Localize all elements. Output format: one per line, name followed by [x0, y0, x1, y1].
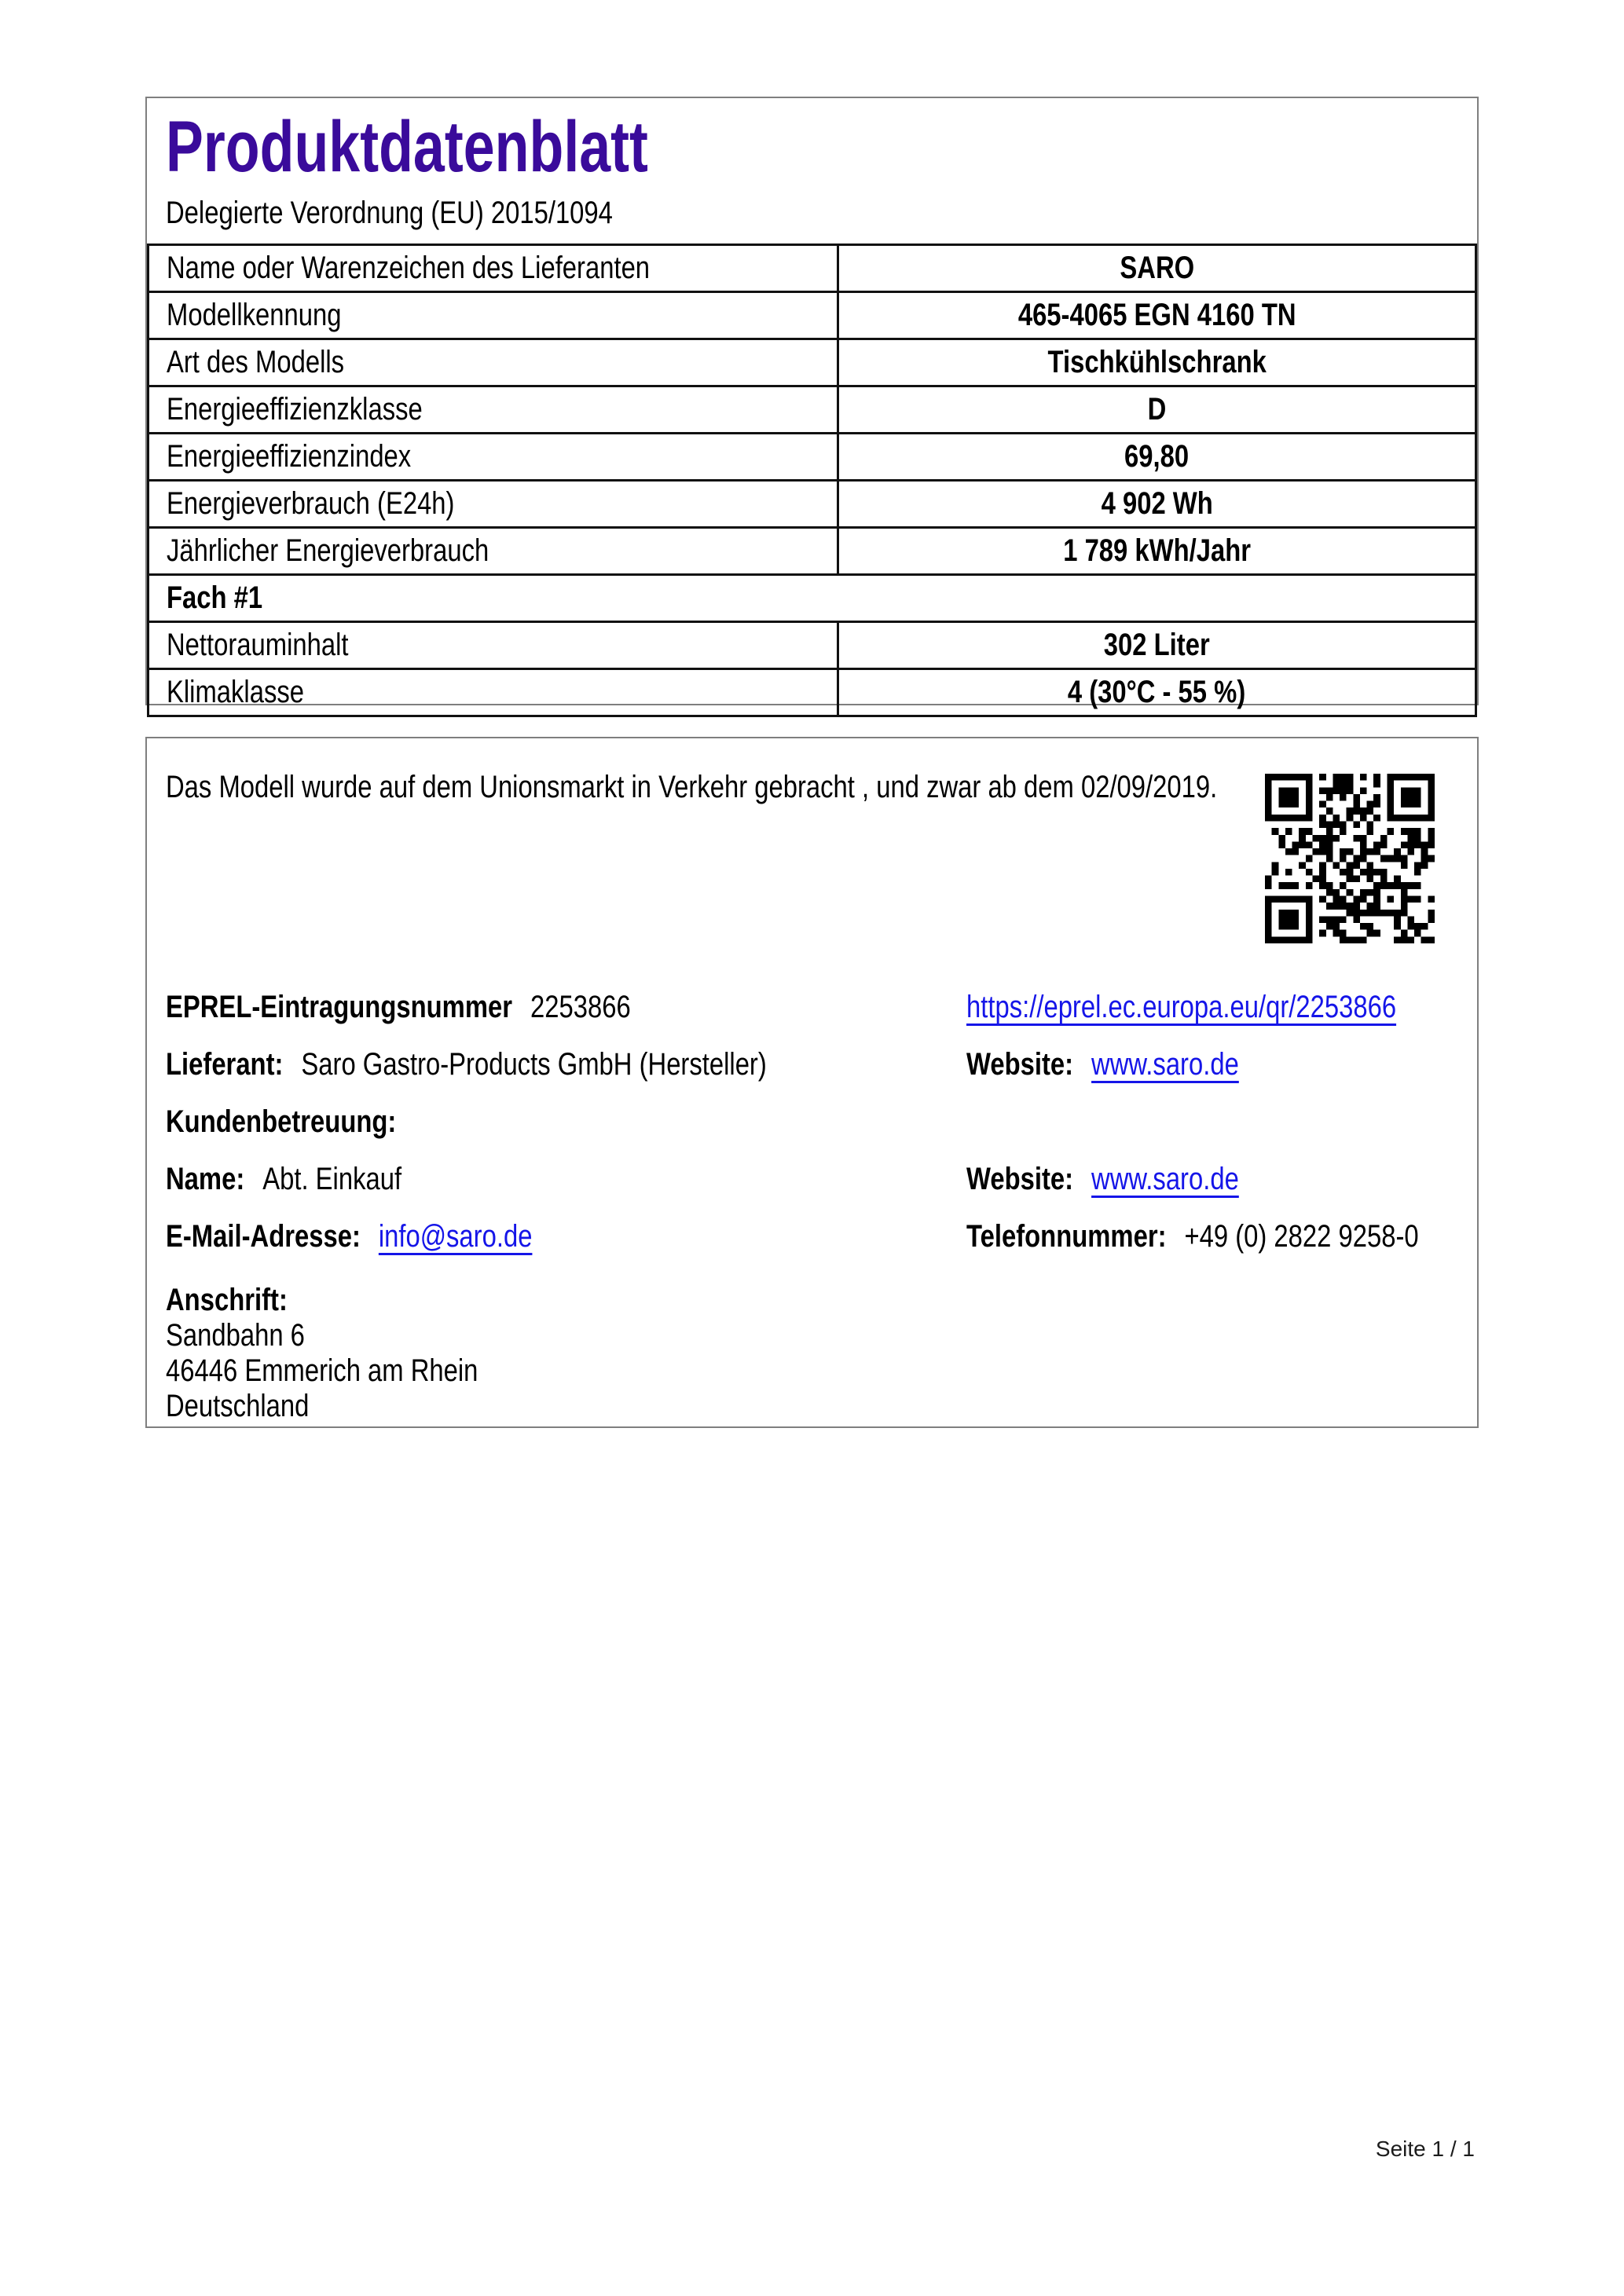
spec-label-cell — [148, 292, 838, 339]
section-header-cell — [148, 575, 1476, 622]
page-title: Produktdatenblatt — [166, 107, 648, 187]
website-link[interactable]: www.saro.de — [1091, 1047, 1239, 1082]
spec-label: Modellkennung — [167, 298, 342, 332]
address-line — [166, 1353, 1458, 1389]
spec-value: SARO — [1119, 251, 1194, 285]
address-city: 46446 Emmerich am Rhein — [166, 1353, 478, 1388]
customer-service-label: Kundenbetreuung: — [166, 1104, 397, 1139]
spec-label-cell — [148, 434, 838, 481]
contact-name-label: Name: — [166, 1162, 245, 1196]
eprel-value: 2253866 — [530, 990, 631, 1024]
address-label: Anschrift: — [166, 1283, 288, 1317]
spec-label-cell — [148, 622, 838, 669]
eprel-right-cell — [966, 988, 1490, 1026]
phone-right-cell — [966, 1218, 1518, 1255]
spec-label-cell — [148, 481, 838, 528]
spec-value-cell — [838, 434, 1476, 481]
website-link[interactable]: www.saro.de — [1091, 1162, 1239, 1196]
spec-label: Name oder Warenzeichen des Lieferanten — [167, 251, 651, 285]
spec-label-cell — [148, 669, 838, 716]
page-number: Seite 1 / 1 — [1375, 2137, 1475, 2161]
registration-section — [145, 737, 1479, 1428]
address-label-cell — [166, 1281, 288, 1319]
contact-name-value: Abt. Einkauf — [262, 1162, 402, 1196]
email-link[interactable]: info@saro.de — [378, 1219, 533, 1254]
supplier-right-cell — [966, 1045, 1299, 1083]
spec-value-cell — [838, 245, 1476, 292]
address-country: Deutschland — [166, 1389, 310, 1423]
spec-label-cell — [148, 339, 838, 386]
email-label: E-Mail-Adresse: — [166, 1219, 361, 1254]
market-statement-text: Das Modell wurde auf dem Unionsmarkt in Verkehr gebracht , und zwar ab dem 02/09/2019. — [166, 770, 1218, 804]
table-row — [148, 339, 1476, 386]
spec-value-cell — [838, 622, 1476, 669]
website-label: Website: — [966, 1162, 1074, 1196]
spec-label: Nettorauminhalt — [167, 628, 349, 662]
spec-value: 1 789 kWh/Jahr — [1062, 533, 1251, 568]
spec-value-cell — [838, 669, 1476, 716]
spec-label: Energieeffizienzklasse — [167, 392, 423, 427]
spec-value-cell — [838, 386, 1476, 434]
customer-service-label-cell — [166, 1103, 396, 1141]
supplier-value: Saro Gastro-Products GmbH (Hersteller) — [301, 1047, 767, 1082]
email-left-cell — [166, 1218, 532, 1255]
spec-value-cell — [838, 339, 1476, 386]
spec-value: 465-4065 EGN 4160 TN — [1017, 298, 1296, 332]
table-row — [148, 386, 1476, 434]
table-row — [148, 669, 1476, 716]
spec-label: Klimaklasse — [167, 675, 304, 709]
eprel-label: EPREL-Eintragungsnummer — [166, 990, 513, 1024]
address-street: Sandbahn 6 — [166, 1318, 305, 1353]
section-header-label: Fach #1 — [167, 580, 263, 615]
eprel-link[interactable]: https://eprel.ec.europa.eu/qr/2253866 — [966, 990, 1397, 1024]
supplier-label: Lieferant: — [166, 1047, 284, 1082]
table-section-row — [148, 575, 1476, 622]
spec-value: Tischkühlschrank — [1047, 345, 1267, 379]
email-row — [166, 1218, 1458, 1255]
contact-name-right-cell — [966, 1160, 1299, 1198]
spec-label-cell — [148, 528, 838, 575]
phone-label: Telefonnummer: — [966, 1219, 1167, 1254]
table-row — [148, 245, 1476, 292]
spec-value-cell — [838, 481, 1476, 528]
website-label: Website: — [966, 1047, 1074, 1082]
spec-label-cell — [148, 386, 838, 434]
spec-value: 69,80 — [1124, 439, 1190, 474]
spec-label-cell — [148, 245, 838, 292]
spec-value-cell — [838, 292, 1476, 339]
spec-value-cell — [838, 528, 1476, 575]
address-header-row — [166, 1281, 1458, 1319]
contact-name-row — [166, 1160, 1458, 1198]
table-row — [148, 292, 1476, 339]
spec-label: Jährlicher Energieverbrauch — [167, 533, 489, 568]
eprel-left-cell — [166, 988, 631, 1026]
table-row — [148, 434, 1476, 481]
spec-label: Energieeffizienzindex — [167, 439, 412, 474]
regulation-subtitle — [166, 194, 711, 232]
spec-table — [147, 244, 1477, 717]
address-line — [166, 1389, 1458, 1424]
spec-label: Energieverbrauch (E24h) — [167, 486, 455, 521]
spec-label: Art des Modells — [167, 345, 345, 379]
supplier-left-cell — [166, 1045, 767, 1083]
regulation-subtitle-text: Delegierte Verordnung (EU) 2015/1094 — [166, 196, 613, 230]
table-row — [148, 528, 1476, 575]
address-line — [166, 1318, 1458, 1353]
spec-value: D — [1147, 392, 1167, 427]
supplier-row — [166, 1045, 1458, 1083]
phone-value: +49 (0) 2822 9258-0 — [1184, 1219, 1419, 1254]
eprel-row — [166, 988, 1458, 1026]
qr-code-icon — [1265, 774, 1435, 943]
spec-value: 4 (30°C - 55 %) — [1068, 675, 1246, 709]
customer-service-row — [166, 1103, 1458, 1141]
table-row — [148, 481, 1476, 528]
spec-section — [145, 97, 1479, 709]
spec-value: 4 902 Wh — [1101, 486, 1213, 521]
table-row — [148, 622, 1476, 669]
contact-name-left-cell — [166, 1160, 401, 1198]
spec-value: 302 Liter — [1103, 628, 1210, 662]
